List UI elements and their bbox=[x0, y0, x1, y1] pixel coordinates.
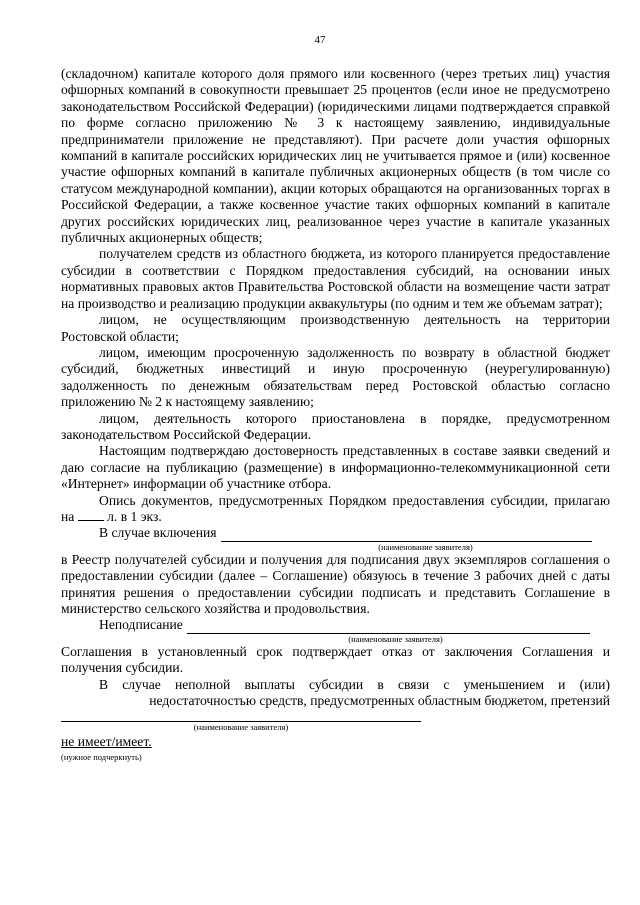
nonsigning-label: Неподписание bbox=[99, 617, 183, 633]
paragraph-registry: в Реестр получателей субсидии и получения для подписания двух экземпляров соглашения о предоставлении субсидии (далее – Соглашение) обязуюсь в течение 3 рабочих дней с даты принятия решения о предоставлении субсидии подписать и представить Соглашение в министерство сельского хозяйства и продовольствия. bbox=[61, 551, 610, 616]
applicant-name-blank-2[interactable] bbox=[187, 621, 590, 634]
paragraph-refusal: Соглашения в установленный срок подтверждает отказ от заключения Соглашения и получения субсидии. bbox=[61, 643, 610, 676]
nonsigning-line bbox=[61, 617, 610, 633]
paragraph-overdue-debt: лицом, имеющим просроченную задолженность по возврату в областной бюджет субсидий, бюджетных инвестиций и иную просроченную (неурегулированную) задолженность по денежным обязательствам перед Ростовской областью согласно приложению № 2 к настоящему заявлению; bbox=[61, 344, 610, 410]
final-statement: не имеет/имеет. bbox=[61, 734, 152, 750]
paragraph-partial-payment: В случае неполной выплаты субсидии в связи с уменьшением и (или) недостаточностью средств, предусмотренных областным бюджетом, претензий bbox=[99, 676, 610, 709]
pages-count-blank[interactable] bbox=[78, 510, 104, 521]
applicant-caption-1: (наименование заявителя) bbox=[378, 541, 473, 552]
page-number: 47 bbox=[314, 34, 326, 46]
document-body bbox=[61, 66, 610, 762]
inclusion-label: В случае включения bbox=[99, 525, 217, 541]
paragraph-no-production: лицом, не осуществляющим производственную деятельность на территории Ростовской области; bbox=[61, 312, 610, 344]
inventory-text-start: Опись документов, предусмотренных Порядком предоставления субсидии, прилагаю на bbox=[61, 492, 610, 524]
paragraph-suspended: лицом, деятельность которого приостановлена в порядке, предусмотренном законодательством Российской Федерации. bbox=[61, 410, 610, 442]
paragraph-inventory bbox=[61, 493, 610, 526]
underline-caption: (нужное подчеркнуть) bbox=[61, 751, 142, 762]
inclusion-line bbox=[61, 525, 610, 541]
applicant-caption-3: (наименование заявителя) bbox=[193, 722, 289, 733]
paragraph-offshore: (складочном) капитале которого доля прямого или косвенного (через третьих лиц) участия офшорных компаний в совокупности превышает 25 процентов (если иное не предусмотрено законодательством Российской Федерации) (юридическими лицами подтверждается справкой по форме согласно приложению № 3 к настоящему заявлению, индивидуальные предприниматели приложение не представляют). При расчете доли участия офшорных компаний в капитале российских юридических лиц не учитывается прямое и (или) косвенное участие офшорных компаний в капитале публичных акционерных обществ (в том числе со статусом международной компании), акции которых обращаются на организованных торгах в Российской Федерации, а также косвенное участие таких офшорных компаний в капитале других российских юридических лиц, реализованное через участие в капитале указанных публичных акционерных обществ; bbox=[61, 66, 610, 246]
applicant-name-blank-1[interactable] bbox=[221, 529, 593, 542]
applicant-name-blank-3[interactable] bbox=[61, 709, 421, 722]
applicant-caption-2: (наименование заявителя) bbox=[348, 633, 443, 644]
paragraph-confirmation: Настоящим подтверждаю достоверность представленных в составе заявки сведений и даю согласие на публикацию (размещение) в информационно-телекоммуникационной сети «Интернет» информации об участнике отбора. bbox=[61, 443, 610, 492]
inventory-text-end: л. в 1 экз. bbox=[107, 508, 162, 524]
paragraph-budget-recipient: получателем средств из областного бюджета, из которого планируется предоставление субсидии в соответствии с Порядком предоставления субсидий, на основании иных нормативных правовых актов Правительства Ростовской области на возмещение части затрат на производство и реализацию продукции аквакультуры (по одним и тем же объемам затрат); bbox=[61, 246, 610, 311]
